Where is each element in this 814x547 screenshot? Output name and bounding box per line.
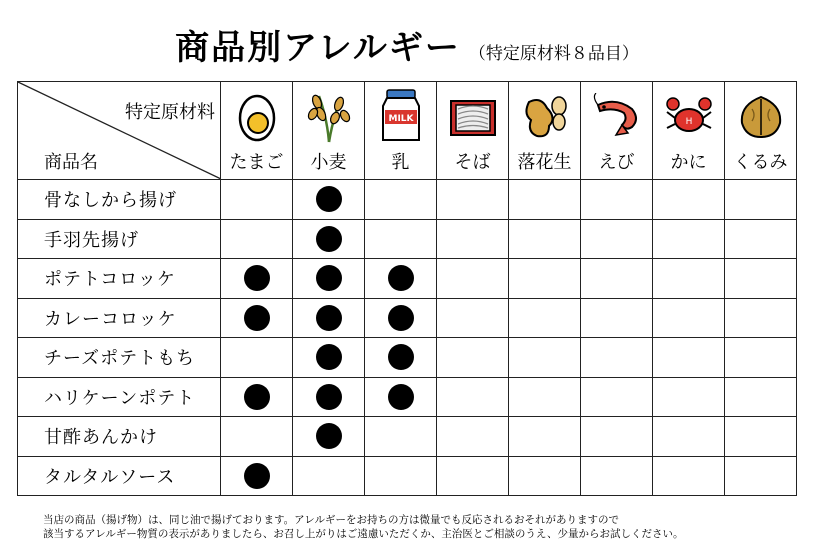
allergen-cell <box>653 219 725 259</box>
contains-mark <box>244 265 270 291</box>
allergen-cell <box>437 377 509 417</box>
crab-label: H <box>685 117 692 127</box>
table-row <box>18 338 797 378</box>
milk-icon <box>365 86 436 146</box>
allergen-cell <box>293 456 365 496</box>
product-name: 骨なしから揚げ <box>18 180 221 220</box>
allergen-cell <box>365 259 437 299</box>
allergen-cell <box>221 456 293 496</box>
allergen-cell <box>221 180 293 220</box>
allergen-cell <box>581 377 653 417</box>
shrimp-icon <box>581 86 652 146</box>
allergen-cell <box>725 180 797 220</box>
allergen-cell <box>725 219 797 259</box>
contains-mark <box>388 305 414 331</box>
contains-mark <box>316 265 342 291</box>
allergen-cell <box>581 298 653 338</box>
contains-mark <box>244 384 270 410</box>
product-name: 手羽先揚げ <box>18 219 221 259</box>
allergen-cell <box>437 338 509 378</box>
allergen-cell <box>581 219 653 259</box>
allergen-cell <box>653 338 725 378</box>
table-row <box>18 180 797 220</box>
allergen-cell <box>437 259 509 299</box>
allergen-cell <box>365 417 437 457</box>
allergen-cell <box>725 377 797 417</box>
col-crab <box>653 82 725 180</box>
contains-mark <box>316 423 342 449</box>
allergen-cell <box>221 259 293 299</box>
page-title <box>0 20 814 69</box>
allergen-cell <box>509 338 581 378</box>
footnote-line: 当店の商品（揚げ物）は、同じ油で揚げております。アレルギーをお持ちの方は微量でも反応されるおそれがありますので <box>43 514 619 526</box>
contains-mark <box>388 384 414 410</box>
allergen-cell <box>437 180 509 220</box>
allergen-cell <box>725 259 797 299</box>
allergen-cell <box>365 219 437 259</box>
allergen-cell <box>653 180 725 220</box>
col-shrimp <box>581 82 653 180</box>
allergen-label: くるみ <box>733 152 788 173</box>
allergen-cell <box>221 417 293 457</box>
col-peanut <box>509 82 581 180</box>
contains-mark <box>244 463 270 489</box>
allergen-cell <box>725 298 797 338</box>
egg-icon <box>221 86 292 146</box>
allergen-cell <box>437 298 509 338</box>
product-name: チーズポテトもち <box>18 338 221 378</box>
contains-mark <box>316 305 342 331</box>
allergen-cell <box>725 338 797 378</box>
allergen-cell <box>725 417 797 457</box>
allergen-cell <box>509 298 581 338</box>
allergen-cell <box>365 377 437 417</box>
allergen-cell <box>293 180 365 220</box>
crab-icon <box>653 86 724 146</box>
col-wheat <box>293 82 365 180</box>
contains-mark <box>316 384 342 410</box>
allergen-cell <box>437 219 509 259</box>
contains-mark <box>316 226 342 252</box>
allergen-cell <box>437 456 509 496</box>
contains-mark <box>316 186 342 212</box>
allergen-cell <box>293 417 365 457</box>
allergen-cell <box>293 259 365 299</box>
allergen-cell <box>725 456 797 496</box>
header-product-label: 商品名 <box>44 152 98 173</box>
allergen-cell <box>221 298 293 338</box>
walnut-icon <box>725 86 796 146</box>
col-walnut <box>725 82 797 180</box>
footnote <box>43 513 683 541</box>
title-sub: （特定原材料８品目） <box>468 44 639 64</box>
allergen-label: 乳 <box>391 152 410 173</box>
contains-mark <box>388 344 414 370</box>
product-name: カレーコロッケ <box>18 298 221 338</box>
footnote-line: 該当するアレルギー物質の表示がありましたら、お召し上がりはご遠慮いただくか、主治医とご相談のうえ、少量からお試しください。 <box>43 528 684 540</box>
table-row <box>18 417 797 457</box>
allergen-cell <box>437 417 509 457</box>
allergen-cell <box>365 298 437 338</box>
peanut-icon <box>509 86 580 146</box>
allergen-cell <box>653 417 725 457</box>
table-row <box>18 377 797 417</box>
soba-icon <box>437 86 508 146</box>
allergen-label: かに <box>670 152 707 173</box>
allergen-cell <box>581 259 653 299</box>
contains-mark <box>316 344 342 370</box>
table-row <box>18 219 797 259</box>
contains-mark <box>388 265 414 291</box>
product-name: ポテトコロッケ <box>18 259 221 299</box>
allergen-table <box>17 81 797 496</box>
allergen-cell <box>653 377 725 417</box>
allergen-cell <box>509 219 581 259</box>
col-soba <box>437 82 509 180</box>
milk-label: MILK <box>387 114 414 124</box>
header-allergen-label: 特定原材料 <box>125 102 215 123</box>
allergen-label: 落花生 <box>517 152 572 173</box>
table-row <box>18 259 797 299</box>
allergen-cell <box>293 298 365 338</box>
allergen-cell <box>293 219 365 259</box>
corner-cell <box>18 82 221 180</box>
allergen-cell <box>581 180 653 220</box>
allergen-cell <box>581 338 653 378</box>
contains-mark <box>244 305 270 331</box>
allergen-cell <box>221 219 293 259</box>
table-row <box>18 298 797 338</box>
product-name: 甘酢あんかけ <box>18 417 221 457</box>
allergen-label: そば <box>454 152 491 173</box>
product-name: タルタルソース <box>18 456 221 496</box>
allergen-cell <box>221 338 293 378</box>
allergen-cell <box>509 456 581 496</box>
allergen-cell <box>581 417 653 457</box>
allergen-cell <box>509 180 581 220</box>
allergen-label: たまご <box>229 152 284 173</box>
allergen-cell <box>293 338 365 378</box>
allergen-cell <box>653 259 725 299</box>
allergen-cell <box>509 417 581 457</box>
col-milk <box>365 82 437 180</box>
allergen-cell <box>365 180 437 220</box>
allergen-cell <box>509 377 581 417</box>
allergen-cell <box>293 377 365 417</box>
allergen-label: 小麦 <box>310 152 347 173</box>
wheat-icon <box>293 86 364 146</box>
allergen-cell <box>365 456 437 496</box>
table-row <box>18 456 797 496</box>
product-name: ハリケーンポテト <box>18 377 221 417</box>
allergen-cell <box>653 456 725 496</box>
allergen-cell <box>581 456 653 496</box>
allergen-cell <box>365 338 437 378</box>
allergen-label: えび <box>598 152 635 173</box>
title-main: 商品別アレルギー <box>175 28 461 68</box>
allergen-cell <box>509 259 581 299</box>
allergen-cell <box>653 298 725 338</box>
allergen-cell <box>221 377 293 417</box>
col-egg <box>221 82 293 180</box>
